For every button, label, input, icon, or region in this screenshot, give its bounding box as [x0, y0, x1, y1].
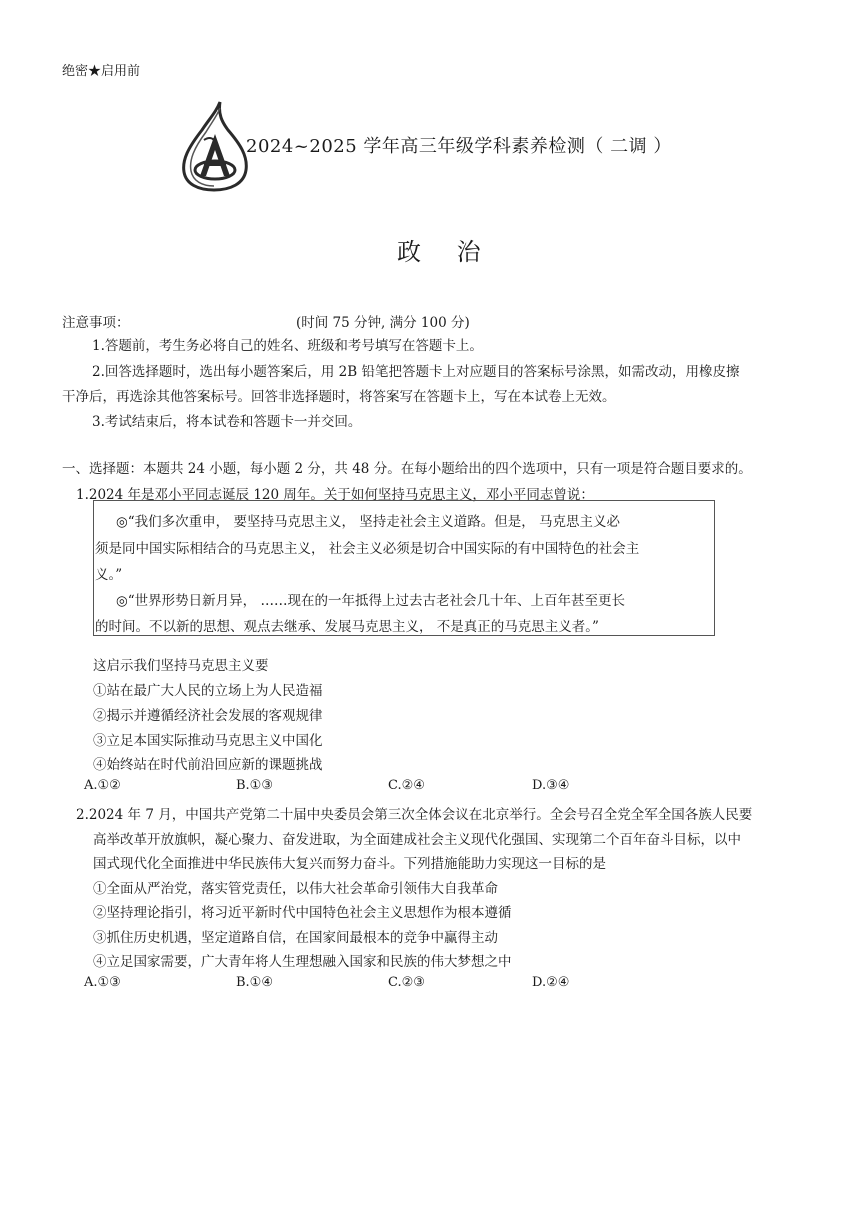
question-2-choice-d: D.②④ [532, 975, 570, 990]
question-2-choice-c: C.②③ [388, 975, 425, 990]
quote-line: ◎“世界形势日新月异， ……现在的一年抵得上过去古老社会几十年、上百年甚至更长 [116, 593, 625, 609]
question-2-stem-line: 2.2024 年 7 月，中国共产党第二十届中央委员会第三次全体会议在北京举行。全会号召全党全军全国各族人民要 [76, 807, 753, 823]
question-1-choice-b: B.①③ [236, 778, 273, 793]
question-1-stem: 1.2024 年是邓小平同志诞辰 120 周年。关于如何坚持马克思主义，邓小平同志曾说： [76, 487, 594, 503]
subject-title: 政 治 [397, 238, 495, 266]
quote-line: 须是同中国实际相结合的马克思主义， 社会主义必须是切合中国实际的有中国特色的社会主 [95, 541, 640, 557]
notice-heading: 注意事项： [62, 315, 130, 331]
question-2-option: ②坚持理论指引，将习近平新时代中国特色社会主义思想作为根本遵循 [93, 905, 512, 921]
question-2-option: ①全面从严治党，落实管党责任，以伟大社会革命引领伟大自我革命 [93, 881, 498, 897]
notice-item-2-line-2: 干净后，再选涂其他答案标号。回答非选择题时，将答案写在答题卡上，写在本试卷上无效。 [62, 389, 616, 405]
question-2-choice-a: A.①③ [84, 975, 121, 990]
question-1-option: ②揭示并遵循经济社会发展的客观规律 [93, 708, 323, 724]
confidential-mark: 绝密★启用前 [62, 64, 141, 79]
question-1-option: ③立足本国实际推动马克思主义中国化 [93, 733, 323, 749]
school-logo-icon [180, 100, 250, 192]
question-1-prompt: 这启示我们坚持马克思主义要 [93, 658, 269, 674]
notice-item-3: 3.考试结束后，将本试卷和答题卡一并交回。 [92, 414, 362, 430]
question-1-choice-c: C.②④ [388, 778, 425, 793]
quote-box [93, 500, 715, 636]
notice-item-1: 1.答题前，考生务必将自己的姓名、班级和考号填写在答题卡上。 [92, 338, 483, 354]
notice-item-2-line-1: 2.回答选择题时，选出每小题答案后，用 2B 铅笔把答题卡上对应题目的答案标号涂黑，如需改动，用橡皮擦 [92, 364, 740, 380]
section-heading: 一、选择题：本题共 24 小题，每小题 2 分，共 48 分。在每小题给出的四个选项中，只有一项是符合题目要求的。 [62, 461, 752, 477]
question-2-option: ④立足国家需要，广大青年将人生理想融入国家和民族的伟大梦想之中 [93, 954, 512, 970]
exam-title: 2024~2025 学年高三年级学科素养检测（ 二调 ） [246, 136, 672, 157]
question-1-choice-d: D.③④ [532, 778, 570, 793]
time-info: (时间 75 分钟, 满分 100 分) [296, 315, 470, 331]
question-1-option: ④始终站在时代前沿回应新的课题挑战 [93, 757, 323, 773]
quote-line: ◎“我们多次重申， 要坚持马克思主义， 坚持走社会主义道路。但是， 马克思主义必 [116, 514, 621, 530]
question-2-option: ③抓住历史机遇，坚定道路自信，在国家间最根本的竞争中赢得主动 [93, 930, 498, 946]
quote-line: 义。” [95, 567, 123, 583]
question-2-choice-b: B.①④ [236, 975, 273, 990]
question-2-stem-line: 国式现代化全面推进中华民族伟大复兴而努力奋斗。下列措施能助力实现这一目标的是 [93, 856, 606, 872]
question-1-choice-a: A.①② [84, 778, 121, 793]
question-2-stem-line: 高举改革开放旗帜，凝心聚力、奋发进取，为全面建成社会主义现代化强国、实现第二个百年奋斗目标，以中 [93, 832, 741, 848]
question-1-option: ①站在最广大人民的立场上为人民造福 [93, 683, 323, 699]
quote-line: 的时间。不以新的思想、观点去继承、发展马克思主义， 不是真正的马克思主义者。” [95, 619, 599, 635]
